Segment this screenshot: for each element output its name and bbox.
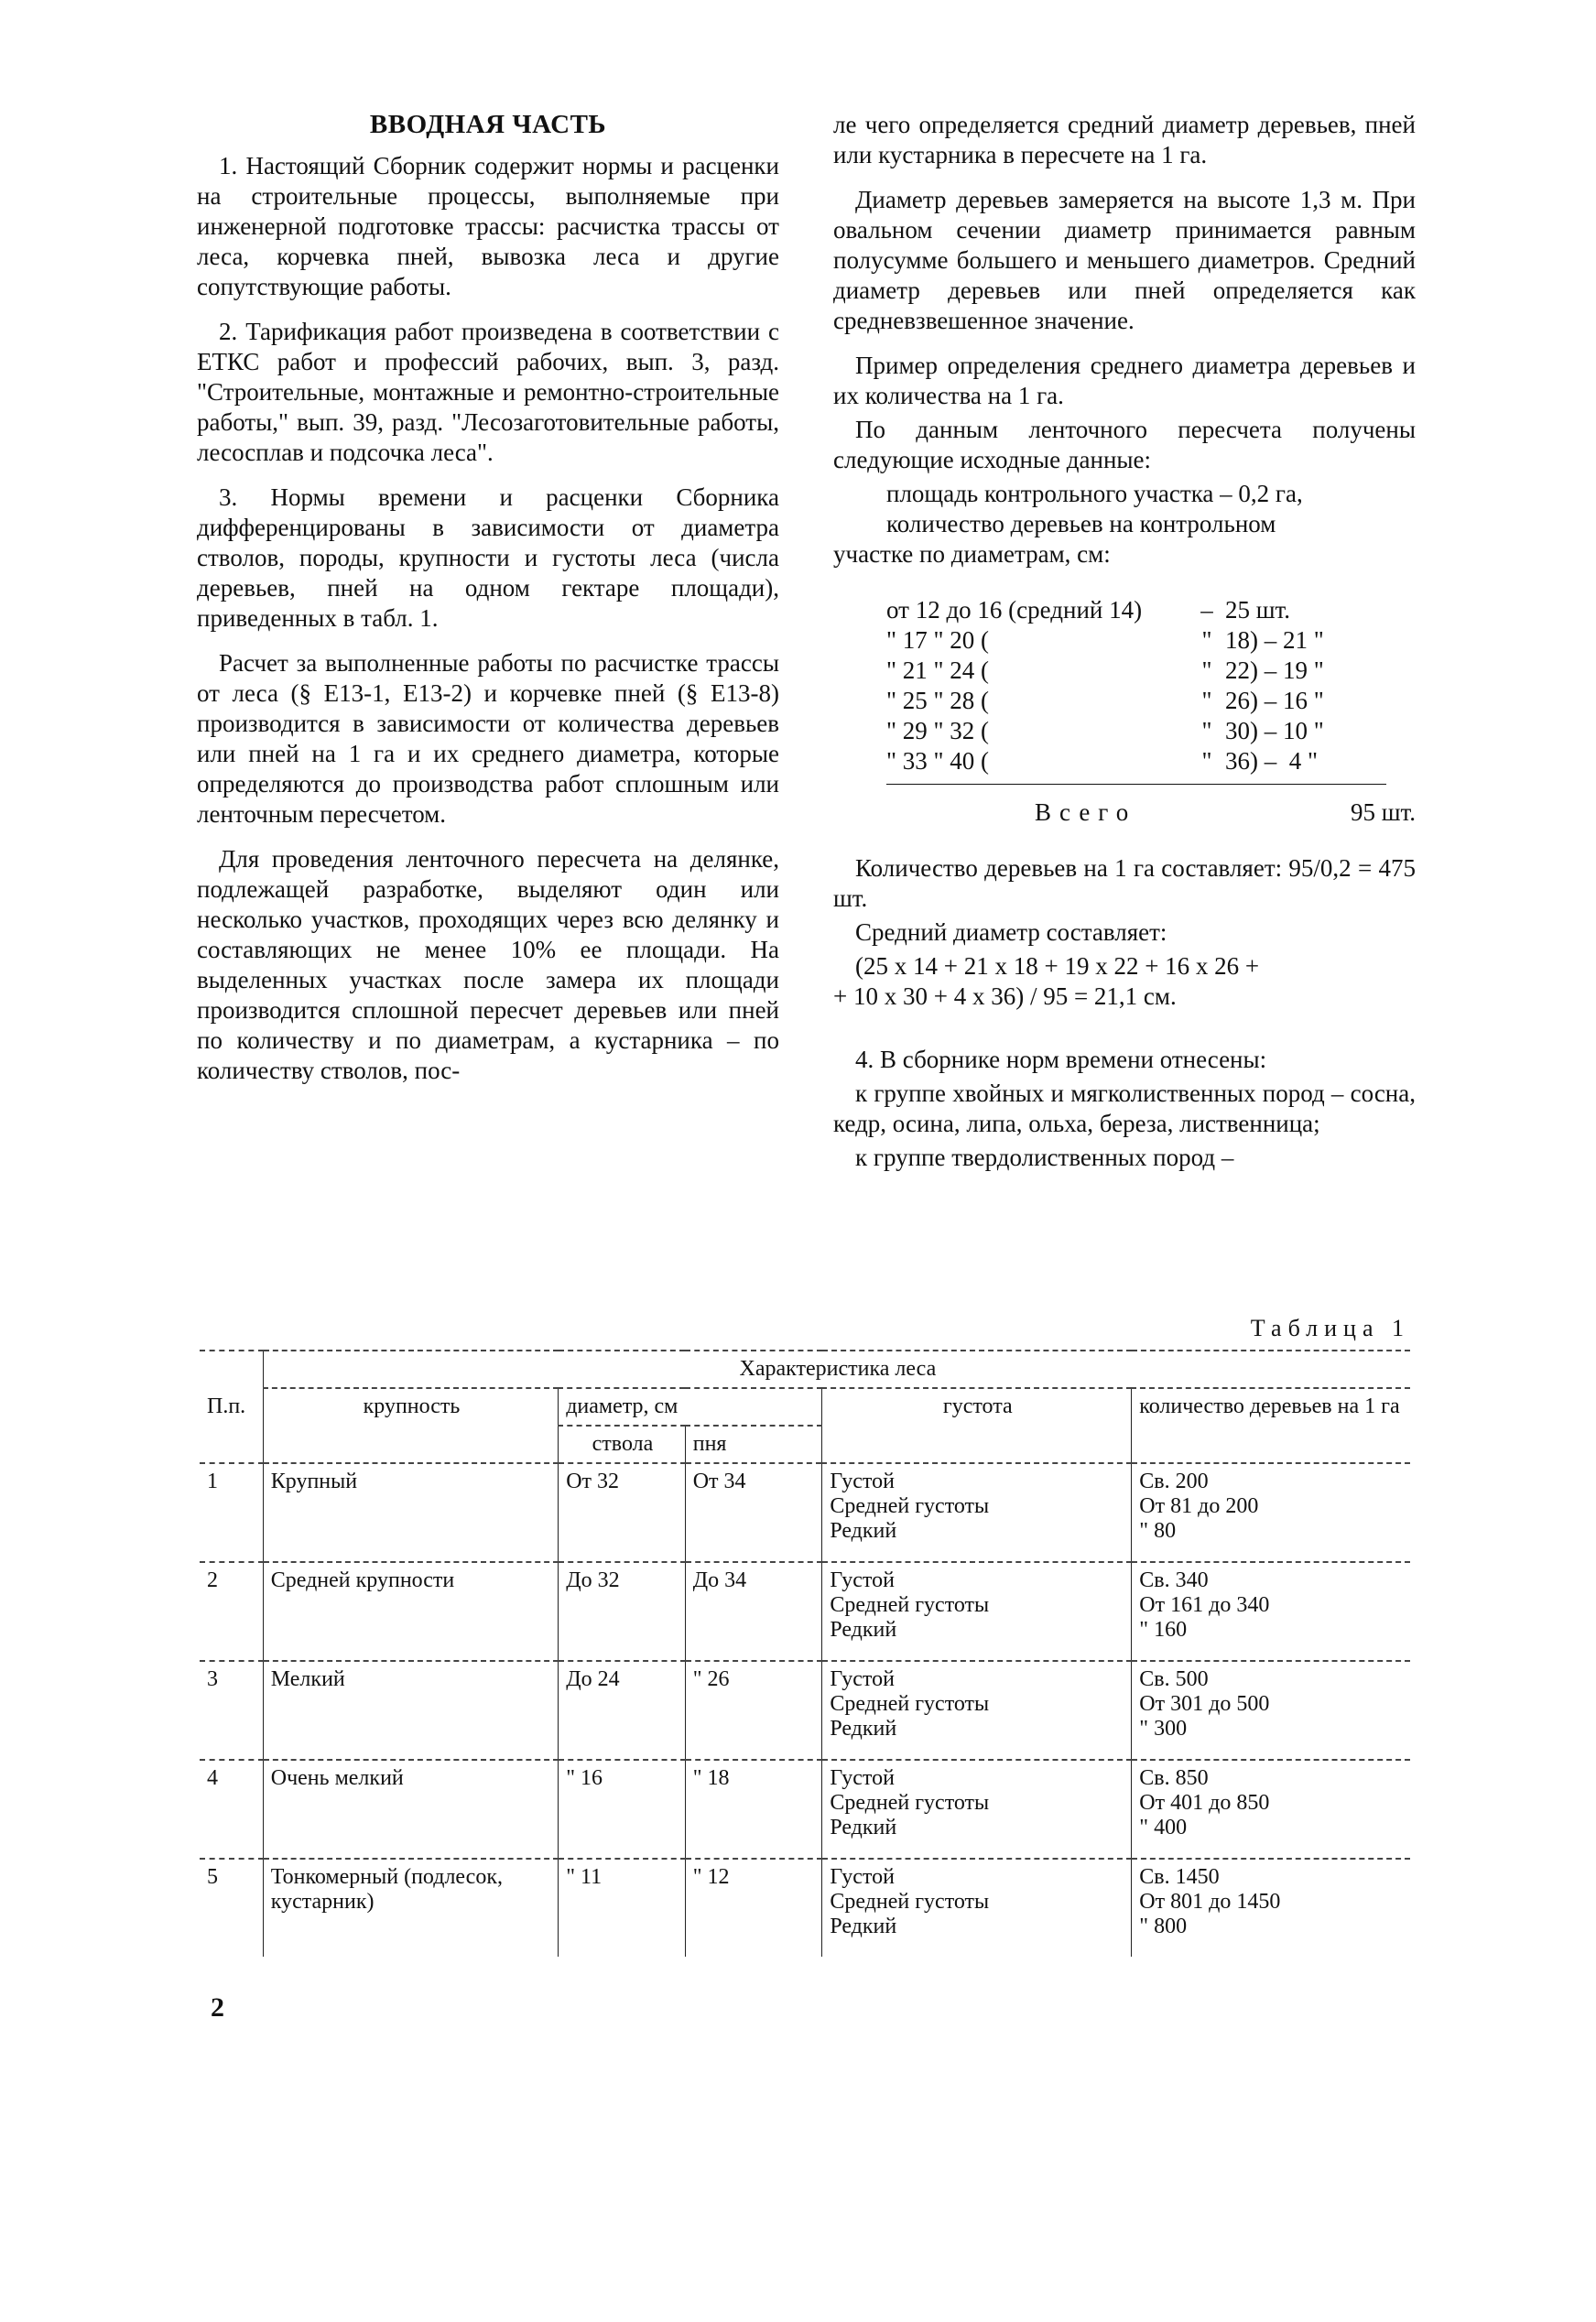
paragraph-calc: Расчет за выполненные работы по расчистке трассы от леса (§ Е13-1, Е13-2) и корчевке пней (§ Е13-8) производится в зависимости от количества деревьев или пней на 1 га и их среднего диаметра, которые определяются до производства работ сплошным или ленточным пересчетом. <box>197 649 779 828</box>
header-diameter: диаметр, см <box>559 1388 822 1426</box>
paragraph-continued: ле чего определяется средний диаметр деревьев, пней или кустарника в пересчете на 1 га. <box>833 111 1416 168</box>
diameter-row: " 33 " 40 ( " 36) – 4 " <box>886 747 1319 775</box>
table-row: 1 Крупный От 32 От 34 Густой Средней густоты Редкий Св. 200 От 81 до 200 " 80 <box>200 1463 1410 1562</box>
table-row: 3 Мелкий До 24 " 26 Густой Средней густоты Редкий Св. 500 От 301 до 500 " 300 <box>200 1661 1410 1760</box>
left-column <box>197 110 779 1101</box>
paragraph-3: 3. Нормы времени и расценки Сборника дифференцированы в зависимости от диаметра стволов, породы, крупности и густоты леса (числа деревьев, пней на одном гектаре площади), приведенных в табл. 1. <box>197 483 779 632</box>
diameter-row: " 17 " 20 ( " 18) – 21 " <box>886 626 1324 654</box>
diameter-list <box>886 595 1324 776</box>
table-row: 2 Средней крупности До 32 До 34 Густой Средней густоты Редкий Св. 340 От 161 до 340 " 160 <box>200 1562 1410 1661</box>
table-row: 5 Тонкомерный (подлесок, кустарник) " 11 " 12 Густой Средней густоты Редкий Св. 1450 От 801 до 1450 " 800 <box>200 1859 1410 1957</box>
tree-count-line: количество деревьев на контрольном <box>886 510 1276 537</box>
header-num: П.п. <box>200 1351 263 1463</box>
table-header-row <box>200 1351 1410 1388</box>
total-rule <box>886 784 1386 785</box>
section-title: ВВОДНАЯ ЧАСТЬ <box>369 110 607 139</box>
table-caption: Таблица 1 <box>1250 1315 1410 1341</box>
paragraph-1: 1. Настоящий Сборник содержит нормы и расценки на строительные процессы, выполняемые при инженерной подготовке трассы: расчистка трассы от леса, корчевка пней, вывозка леса и другие сопутствующие работы. <box>197 152 779 300</box>
formula-line-2: + 10 x 30 + 4 x 36) / 95 = 21,1 см. <box>833 982 1177 1010</box>
header-trunk: ствола <box>559 1426 686 1463</box>
header-count: количество деревьев на 1 га <box>1132 1388 1410 1463</box>
table-row: 4 Очень мелкий " 16 " 18 Густой Средней густоты Редкий Св. 850 От 401 до 850 " 400 <box>200 1760 1410 1859</box>
paragraph-mean-diameter: Средний диаметр составляет: <box>855 918 1167 946</box>
tree-count-line-2: участке по диаметрам, см: <box>833 540 1111 568</box>
paragraph-2: 2. Тарификация работ произведена в соответствии с ЕТКС работ и профессий рабочих, вып. 3, разд. "Строительные, монтажные и ремонтно-строительные работы," вып. 39, разд. "Лесозаготовительные работы, лесосплав и подсочка леса". <box>197 318 779 466</box>
paragraph-example: Пример определения среднего диаметра деревьев и их количества на 1 га. <box>833 352 1416 409</box>
header-stump: пня <box>685 1426 822 1463</box>
total-value: 95 шт. <box>1350 798 1416 826</box>
paragraph-hardwood: к группе твердолиственных пород – <box>855 1144 1234 1171</box>
plot-area-line: площадь контрольного участка – 0,2 га, <box>886 480 1303 507</box>
header-size: крупность <box>263 1388 558 1463</box>
total-row <box>833 798 1416 828</box>
table-header-row <box>200 1388 1410 1426</box>
formula-line-1: (25 x 14 + 21 x 18 + 19 x 22 + 16 x 26 + <box>855 952 1260 980</box>
total-label: Всего <box>1035 798 1137 826</box>
right-column <box>833 110 1416 1177</box>
forest-characteristics-table <box>200 1350 1410 1957</box>
diameter-row: " 29 " 32 ( " 30) – 10 " <box>886 717 1324 744</box>
header-group: Характеристика леса <box>263 1351 1410 1388</box>
paragraph-trees-per-ha: Количество деревьев на 1 га составляет: 95/0,2 = 475 шт. <box>833 854 1416 912</box>
diameter-row: " 25 " 28 ( " 26) – 16 " <box>886 687 1324 714</box>
page-number: 2 <box>211 1992 224 2023</box>
header-density: густота <box>822 1388 1132 1463</box>
diameter-row: от 12 до 16 (средний 14) – 25 шт. <box>886 596 1291 624</box>
paragraph-4: 4. В сборнике норм времени отнесены: <box>855 1046 1267 1073</box>
paragraph-softwood: к группе хвойных и мягколиственных пород – сосна, кедр, осина, липа, ольха, береза, лиственница; <box>833 1080 1416 1137</box>
paragraph-input-data: По данным ленточного пересчета получены следующие исходные данные: <box>833 416 1416 473</box>
diameter-row: " 21 " 24 ( " 22) – 19 " <box>886 656 1324 684</box>
paragraph-diameter: Диаметр деревьев замеряется на высоте 1,3 м. При овальном сечении диаметр принимается равным полусумме большего и меньшего диаметров. Средний диаметр деревьев или пней определяется как средневзвешенное значение. <box>833 186 1416 334</box>
paragraph-strip-count: Для проведения ленточного пересчета на делянке, подлежащей разработке, выделяют один или несколько участков, проходящих через всю делянку и составляющих не менее 10% ее площади. На выделенных участках после замера их площади производится сплошной пересчет деревьев или пней по количеству и по диаметрам, а кустарника – по количеству стволов, пос- <box>197 845 779 1084</box>
